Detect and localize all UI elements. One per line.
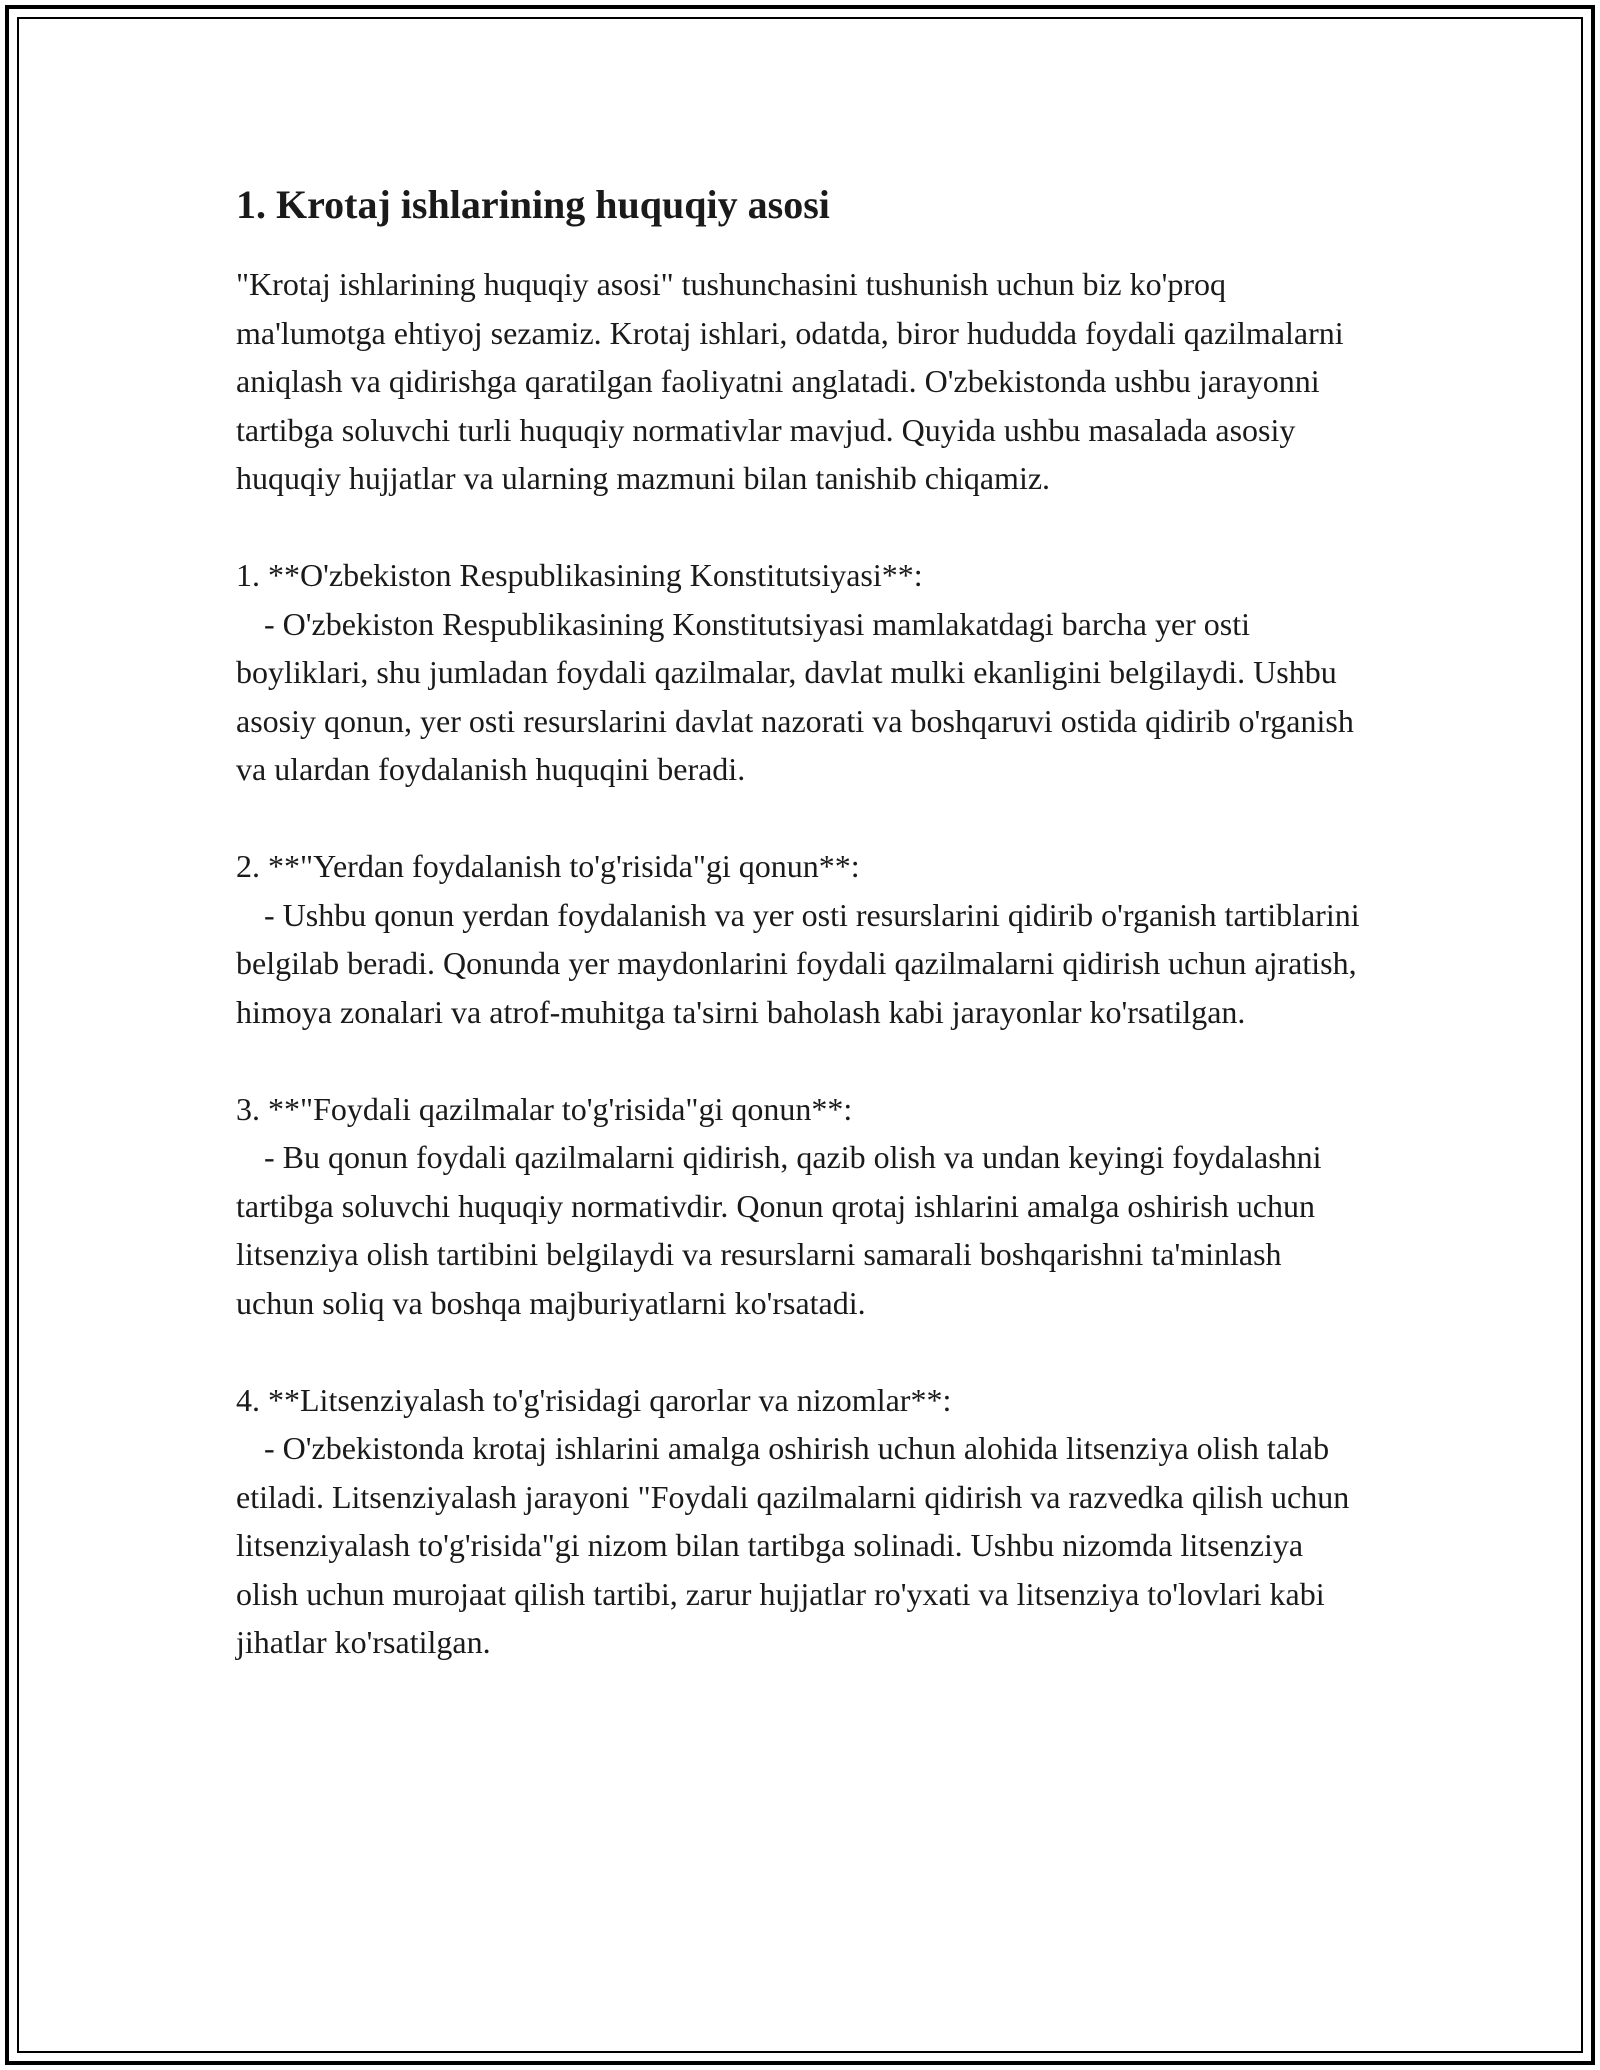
- document-body: [236, 260, 1366, 1667]
- section-body: - O'zbekistonda krotaj ishlarini amalga oshirish uchun alohida litsenziya olish talab etiladi. Litsenziyalash jarayoni "Foydali qazilmalarni qidirish va razvedka qilish uchun litsenziyalash to'g'risida"gi nizom bilan tartibga solinadi. Ushbu nizomda litsenziya olish uchun murojaat qilish tartibi, zarur hujjatlar ro'yxati va litsenziya to'lovlari kabi jihatlar ko'rsatilgan.: [236, 1430, 1350, 1660]
- document-heading: 1. Krotaj ishlarining huquqiy asosi: [236, 182, 830, 227]
- section-title: 4. **Litsenziyalash to'g'risidagi qarorlar va nizomlar**:: [236, 1381, 952, 1418]
- section-body: - Bu qonun foydali qazilmalarni qidirish, qazib olish va undan keyingi foydalashni tartibga soluvchi huquqiy normativdir. Qonun qrotaj ishlarini amalga oshirish uchun litsenziya olish tartibini belgilaydi va resurslarni samarali boshqarishni ta'minlash uchun soliq va boshqa majburiyatlarni ko'rsatadi.: [236, 1139, 1322, 1321]
- document-page: [236, 180, 1366, 1667]
- section-constitution: [236, 551, 1366, 794]
- section-land-use-law: [236, 842, 1366, 1036]
- section-title: 3. **"Foydali qazilmalar to'g'risida"gi qonun**:: [236, 1090, 853, 1127]
- section-body: - O'zbekiston Respublikasining Konstitutsiyasi mamlakatdagi barcha yer osti boyliklari, shu jumladan foydali qazilmalar, davlat mulki ekanligini belgilaydi. Ushbu asosiy qonun, yer osti resurslarini davlat nazorati va boshqaruvi ostida qidirib o'rganish va ulardan foydalanish huquqini beradi.: [236, 605, 1354, 787]
- intro-paragraph: "Krotaj ishlarining huquqiy asosi" tushunchasini tushunish uchun biz ko'proq ma'lumotga ehtiyoj sezamiz. Krotaj ishlari, odatda, biror hududda foydali qazilmalarni aniqlash va qidirishga qaratilgan faoliyatni anglatadi. O'zbekistonda ushbu jarayonni tartibga soluvchi turli huquqiy normativlar mavjud. Quyida ushbu masalada asosiy huquqiy hujjatlar va ularning mazmuni bilan tanishib chiqamiz.: [236, 266, 1344, 496]
- section-title: 2. **"Yerdan foydalanish to'g'risida"gi qonun**:: [236, 848, 860, 884]
- section-body: - Ushbu qonun yerdan foydalanish va yer osti resurslarini qidirib o'rganish tartiblarini belgilab beradi. Qonunda yer maydonlarini foydali qazilmalarni qidirish uchun ajratish, himoya zonalari va atrof-muhitga ta'sirni baholash kabi jarayonlar ko'rsatilgan.: [236, 896, 1360, 1030]
- section-title: 1. **O'zbekiston Respublikasining Konstitutsiyasi**:: [236, 557, 923, 593]
- section-licensing: [236, 1376, 1366, 1667]
- section-minerals-law: [236, 1085, 1366, 1328]
